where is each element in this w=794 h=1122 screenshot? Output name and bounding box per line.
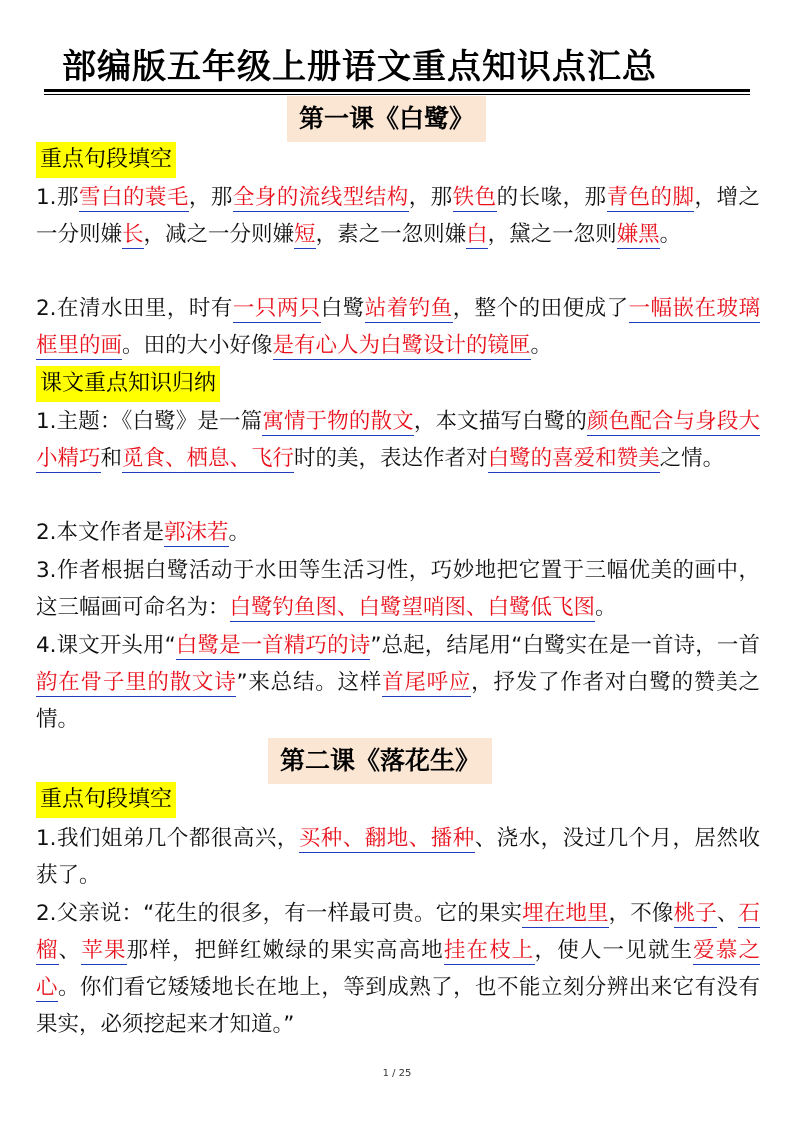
answer-text: 石榴 bbox=[36, 901, 760, 963]
paragraph-text: ”总起，结尾用“白鹭实在是一首诗，一首 bbox=[370, 633, 760, 658]
paragraph-text: 的长喙，那 bbox=[496, 185, 607, 210]
answer-text: 嫌黑 bbox=[616, 222, 660, 247]
answer-text: 苹果 bbox=[81, 938, 127, 963]
paragraph bbox=[36, 820, 760, 894]
answer-text: 爱慕之心 bbox=[36, 938, 760, 1000]
answer-text: 短 bbox=[294, 222, 316, 247]
title-rule-thin bbox=[44, 94, 750, 95]
paragraph bbox=[36, 552, 760, 626]
paragraph bbox=[36, 403, 760, 477]
paragraph-text: ，减之一分则嫌 bbox=[143, 222, 295, 247]
paragraph-text: ，不像 bbox=[608, 901, 674, 926]
section-label: 重点句段填空 bbox=[36, 782, 176, 818]
paragraph-text: 白鹭 bbox=[320, 296, 365, 321]
answer-text: 白鹭的喜爱和赞美 bbox=[487, 446, 660, 471]
paragraph bbox=[36, 514, 760, 551]
paragraph-text: 1.主题：《白鹭》是一篇 bbox=[36, 409, 263, 434]
answer-text: 白鹭钓鱼图、白鹭望哨图、白鹭低飞图 bbox=[229, 595, 596, 620]
paragraph-text: ，那 bbox=[408, 185, 453, 210]
answer-text: 铁色 bbox=[452, 185, 497, 210]
answer-text: 站着钓鱼 bbox=[364, 296, 453, 321]
paragraph-text: 1.那 bbox=[36, 185, 79, 210]
paragraph-text: ，本文描写白鹭的 bbox=[413, 409, 587, 434]
paragraph-text: ，那 bbox=[188, 185, 233, 210]
section-label: 重点句段填空 bbox=[36, 142, 176, 178]
answer-text: 长 bbox=[122, 222, 144, 247]
paragraph-text: ，黛之一忽则 bbox=[487, 222, 617, 247]
paragraph-text: ，使人一见就生 bbox=[534, 938, 694, 963]
paragraph-text: 、浇水，没过几个月，居然收获了。 bbox=[36, 826, 760, 888]
paragraph-text: 。田的大小好像 bbox=[122, 333, 273, 358]
paragraph bbox=[36, 290, 760, 364]
answer-text: 雪白的蓑毛 bbox=[78, 185, 189, 210]
paragraph-text: 。 bbox=[659, 222, 682, 247]
paragraph-text: ，素之一忽则嫌 bbox=[315, 222, 467, 247]
paragraph-text: 4.课文开头用“ bbox=[36, 633, 176, 658]
paragraph-text: 之情。 bbox=[659, 446, 725, 471]
answer-text: 是有心人为白鹭设计的镜匣 bbox=[272, 333, 531, 358]
answer-text: 韵在骨子里的散文诗 bbox=[36, 670, 237, 695]
paragraph-text: ，增之一分则嫌 bbox=[36, 185, 760, 247]
answer-text: 一只两只 bbox=[232, 296, 321, 321]
paragraph-text: ，整个的田便成了 bbox=[452, 296, 629, 321]
answer-text: 全身的流线型结构 bbox=[232, 185, 409, 210]
paragraph-text: 时的美，表达作者对 bbox=[294, 446, 488, 471]
paragraph-text: 。你们看它矮矮地长在地上，等到成熟了，也不能立刻分辨出来它有没有果实，必须挖起来才知道。” bbox=[36, 975, 760, 1037]
answer-text: 青色的脚 bbox=[606, 185, 695, 210]
answer-text: 觅食、栖息、飞行 bbox=[122, 446, 295, 471]
page-indicator: 1 / 25 bbox=[382, 1068, 412, 1079]
paragraph-text: 和 bbox=[100, 446, 123, 471]
paragraph-text: 。 bbox=[595, 595, 617, 620]
answer-text: 寓情于物的散文 bbox=[262, 409, 414, 434]
answer-text: 挂在枝上 bbox=[443, 938, 535, 963]
lesson-title: 第一课《白鹭》 bbox=[287, 96, 486, 142]
paragraph-text: ，抒发了作者对白鹭的赞美之情。 bbox=[36, 670, 760, 732]
paragraph-text: 那样，把鲜红嫩绿的果实高高地 bbox=[126, 938, 444, 963]
paragraph-text: 。 bbox=[530, 333, 553, 358]
paragraph-text: ”来总结。这样 bbox=[236, 670, 383, 695]
answer-text: 首尾呼应 bbox=[382, 670, 472, 695]
paragraph-text: 3.作者根据白鹭活动于水田等生活习性，巧妙地把它置于三幅优美的画中，这三幅画可命名为： bbox=[36, 558, 760, 620]
paragraph-text: 2.本文作者是 bbox=[36, 520, 165, 545]
answer-text: 白鹭是一首精巧的诗 bbox=[175, 633, 371, 658]
paragraph-text: 1.我们姐弟几个都很高兴， bbox=[36, 826, 299, 851]
paragraph bbox=[36, 895, 760, 1043]
paragraph-text: 、 bbox=[58, 938, 82, 963]
title-rule-thick bbox=[44, 89, 750, 92]
document-title: 部编版五年级上册语文重点知识点汇总 bbox=[62, 47, 657, 87]
section-label: 课文重点知识归纳 bbox=[36, 366, 220, 402]
answer-text: 郭沫若 bbox=[164, 520, 229, 545]
paragraph-text: 2.在清水田里，时有 bbox=[36, 296, 233, 321]
paragraph-text: 、 bbox=[716, 901, 739, 926]
answer-text: 颜色配合与身段大小精巧 bbox=[36, 409, 760, 471]
paragraph-text: 2.父亲说：“花生的很多，有一样最可贵。它的果实 bbox=[36, 901, 523, 926]
answer-text: 一幅嵌在玻璃框里的画 bbox=[36, 296, 760, 358]
paragraph-text: 。 bbox=[228, 520, 251, 545]
answer-text: 白 bbox=[466, 222, 488, 247]
paragraph bbox=[36, 179, 760, 253]
answer-text: 埋在地里 bbox=[522, 901, 609, 926]
answer-text: 买种、翻地、播种 bbox=[298, 826, 475, 851]
lesson-title: 第二课《落花生》 bbox=[268, 738, 492, 784]
paragraph bbox=[36, 627, 760, 738]
answer-text: 桃子 bbox=[673, 901, 717, 926]
